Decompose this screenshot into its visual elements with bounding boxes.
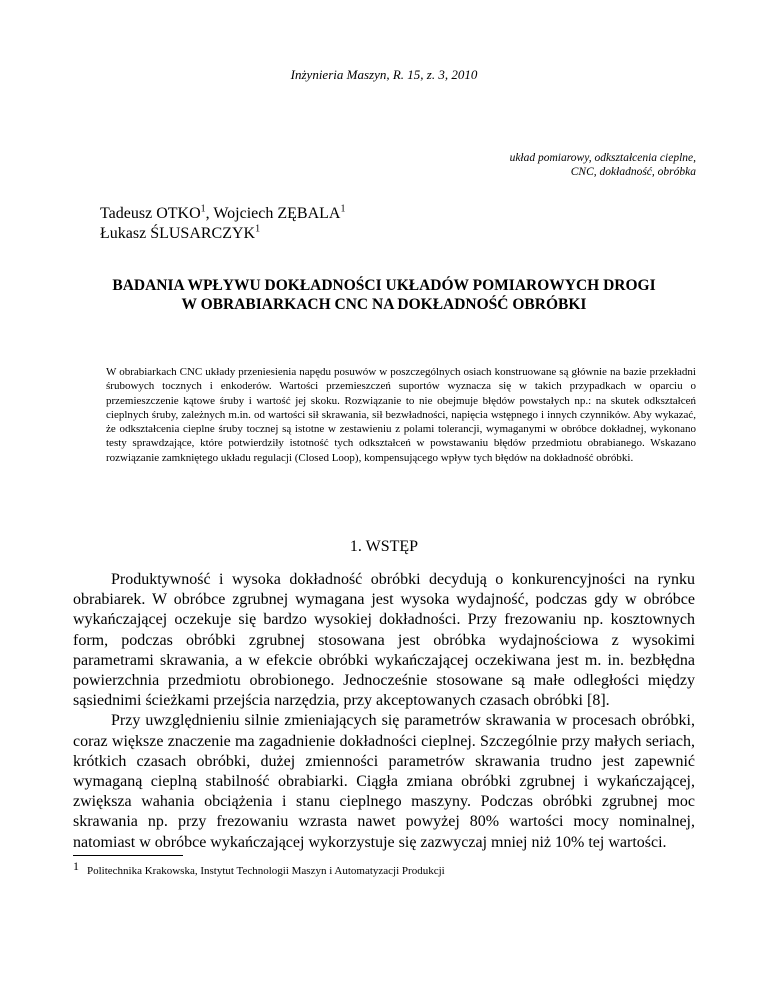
paragraph-1: Produktywność i wysoka dokładność obróbki decydują o konkurencyjności na rynku obrabiarek. W obróbce zgrubnej wymagana jest wysoka wydajność, podczas gdy w obróbce wykańczającej oczekuje się bardzo wysokiej dokładności. Przy frezowaniu np. kosztownych form, podczas obróbki zgrubnej stosowana jest obróbka wydajnościowa z wysokimi parametrami skrawania, a w efekcie obróbki wykańczającej oczekiwana jest m. in. bezbłędna powierzchnia przedmiotu obrobionego. Jednocześnie stosowane są małe odległości między sąsiednimi ścieżkami przejścia narzędzia, przy akceptowanych czasach obróbki [8]. bbox=[73, 571, 695, 710]
authors-line-2 bbox=[100, 224, 345, 244]
paragraph-2: Przy uwzględnieniu silnie zmieniających się parametrów skrawania w procesach obróbki, coraz większe znaczenie ma zagadnienie dokładności cieplnej. Szczególnie przy małych seriach, krótkich czasach obróbki, dużej zmienności parametrów skrawania trudno jest zapewnić wymaganą cieplną stabilność obrabiarki. Ciągła zmiana obróbki zgrubnej i wykańczającej, zwiększa wahania obciążenia i stanu cieplnego maszyny. Podczas obróbki zgrubnej moc skrawania np. przy frezowaniu wzrasta nawet powyżej 80% wartości mocy nominalnej, natomiast w obróbce wykańczającej wykorzystuje się zazwyczaj mniej niż 10% tej wartości. bbox=[73, 712, 695, 851]
author-2: Wojciech ZĘBALA bbox=[213, 205, 341, 222]
section-heading: 1. WSTĘP bbox=[349, 538, 419, 555]
journal-header: Inżynieria Maszyn, R. 15, z. 3, 2010 bbox=[290, 67, 478, 82]
authors bbox=[100, 204, 345, 244]
affiliation-mark: 1 bbox=[200, 203, 206, 215]
abstract: W obrabiarkach CNC układy przeniesienia napędu posuwów w poszczególnych osiach konstruowane są głównie na bazie przekładni śrubowych tocznych i enkoderów. Wartości przemieszczeń suportów wyznacza się w takich przypadkach w oparciu o przemieszczenie kątowe śruby i wartość jej skoku. Rozwiązanie to nie obejmuje błędów powstałych np.: na skutek odkształceń cieplnych śruby, zależnych m.in. od wartości sił skrawania, sił bezwładności, napięcia wstępnego i innych czynników. Aby wykazać, że odkształcenia cieplne śruby tocznej są istotne w zestawieniu z polami tolerancji, wymaganymi w obróbce dokładnej, wykonano testy sprawdzające, które potwierdziły istotność tych odkształceń w powstawaniu błędów przedmiotu obrabianego. Wskazano rozwiązanie zamkniętego układu regulacji (Closed Loop), kompensującego wpływ tych błędów na dokładność obróbki. bbox=[106, 366, 696, 464]
paper-title bbox=[60, 276, 708, 314]
footnote-text: Politechnika Krakowska, Instytut Technologii Maszyn i Automatyzacji Produkcji bbox=[87, 865, 445, 877]
author-1: Tadeusz OTKO bbox=[100, 205, 201, 222]
title-line-1: BADANIA WPŁYWU DOKŁADNOŚCI UKŁADÓW POMIAROWYCH DROGI bbox=[112, 277, 656, 294]
body-text bbox=[73, 570, 695, 853]
author-3: Łukasz ŚLUSARCZYK bbox=[100, 225, 256, 242]
keywords-line-2: CNC, dokładność, obróbka bbox=[570, 166, 696, 178]
footnote-mark: 1 bbox=[73, 859, 79, 873]
footnote bbox=[73, 859, 445, 878]
footnote-rule bbox=[73, 855, 183, 856]
title-line-2: W OBRABIARKACH CNC NA DOKŁADNOŚĆ OBRÓBKI bbox=[181, 296, 587, 313]
affiliation-mark: 1 bbox=[255, 223, 261, 235]
affiliation-mark: 1 bbox=[340, 203, 346, 215]
keywords bbox=[376, 151, 696, 179]
author-separator: , bbox=[205, 205, 214, 222]
keywords-line-1: układ pomiarowy, odkształcenia cieplne, bbox=[509, 152, 696, 164]
authors-line-1 bbox=[100, 204, 345, 224]
